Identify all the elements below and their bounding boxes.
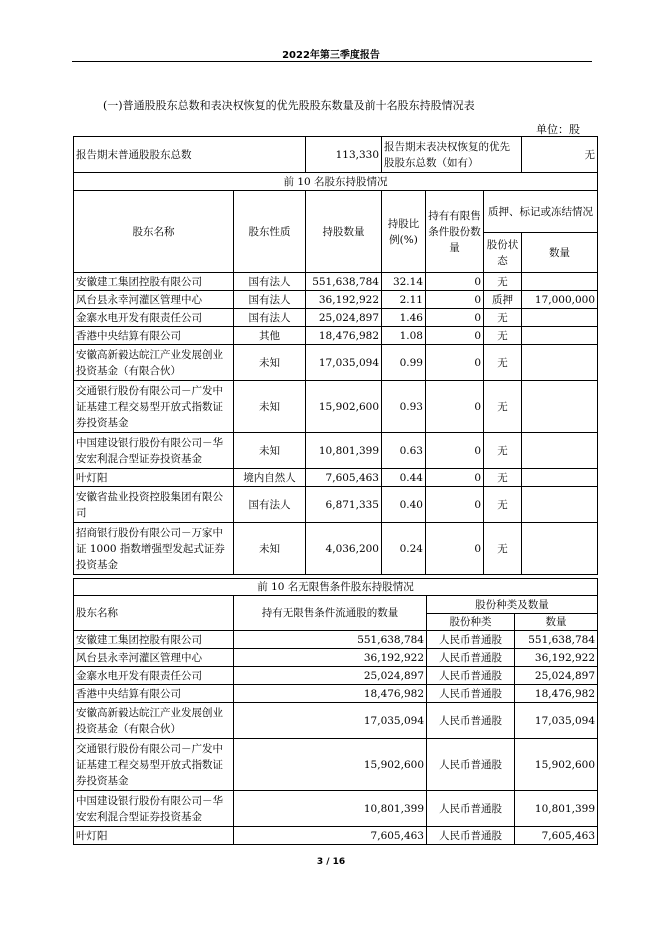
row-qty <box>522 469 598 487</box>
row-nature: 境内自然人 <box>234 469 306 487</box>
row-share-num: 18,476,982 <box>515 685 598 703</box>
row-name: 安徽建工集团控股有限公司 <box>74 631 234 649</box>
header-row <box>74 191 598 233</box>
row-name: 香港中央结算有限公司 <box>74 327 234 345</box>
row-unrestricted-qty: 10,801,399 <box>234 791 427 827</box>
row-qty <box>522 487 598 523</box>
row-name: 风台县永幸河灌区管理中心 <box>74 649 234 667</box>
row-nature: 未知 <box>234 433 306 469</box>
row-ratio: 0.93 <box>382 381 426 433</box>
row-shares: 6,871,335 <box>306 487 382 523</box>
row-nature: 国有法人 <box>234 273 306 291</box>
row-name: 安徽建工集团控股有限公司 <box>74 273 234 291</box>
row-nature: 其他 <box>234 327 306 345</box>
row-restricted: 0 <box>426 345 484 381</box>
row-ratio: 0.24 <box>382 523 426 575</box>
table-row <box>74 345 598 381</box>
row-status: 无 <box>484 309 522 327</box>
col-header-pledge-status: 股份状态 <box>484 233 522 273</box>
section-title: (一)普通股股东总数和表决权恢复的优先股股东数量及前十名股东持股情况表 <box>103 99 475 112</box>
row-name: 中国建设银行股份有限公司－华安宏利混合型证券投资基金 <box>74 433 234 469</box>
row-share-type: 人民币普通股 <box>427 631 515 649</box>
row-share-type: 人民币普通股 <box>427 791 515 827</box>
row-ratio: 0.44 <box>382 469 426 487</box>
table-row <box>74 667 598 685</box>
row-qty <box>522 309 598 327</box>
col-header-share-num: 数量 <box>515 614 598 631</box>
row-nature: 国有法人 <box>234 487 306 523</box>
table-row <box>74 433 598 469</box>
table-row <box>74 327 598 345</box>
summary-value-1: 113,330 <box>306 137 382 173</box>
row-status: 质押 <box>484 291 522 309</box>
row-status: 无 <box>484 345 522 381</box>
row-restricted: 0 <box>426 487 484 523</box>
table-row <box>74 685 598 703</box>
row-ratio: 0.40 <box>382 487 426 523</box>
row-qty <box>522 273 598 291</box>
table-row <box>74 703 598 739</box>
table-row <box>74 523 598 575</box>
row-status: 无 <box>484 327 522 345</box>
row-ratio: 2.11 <box>382 291 426 309</box>
header-row <box>74 596 598 614</box>
row-shares: 25,024,897 <box>306 309 382 327</box>
row-name: 交通银行股份有限公司－广发中证基建工程交易型开放式指数证券投资基金 <box>74 381 234 433</box>
table-row <box>74 273 598 291</box>
row-qty <box>522 523 598 575</box>
row-share-type: 人民币普通股 <box>427 649 515 667</box>
row-nature: 国有法人 <box>234 309 306 327</box>
summary-row <box>74 137 598 173</box>
col-header-unrestricted-qty: 持有无限售条件流通股的数量 <box>234 596 427 631</box>
row-share-type: 人民币普通股 <box>427 827 515 845</box>
row-restricted: 0 <box>426 469 484 487</box>
col-header-nature: 股东性质 <box>234 191 306 273</box>
row-share-num: 17,035,094 <box>515 703 598 739</box>
unit-label: 单位：股 <box>536 123 580 136</box>
row-shares: 10,801,399 <box>306 433 382 469</box>
row-restricted: 0 <box>426 523 484 575</box>
top10-shareholders-table <box>73 136 598 575</box>
table-row <box>74 791 598 827</box>
row-qty <box>522 381 598 433</box>
col-header-name: 股东名称 <box>74 596 234 631</box>
row-name: 安徽高新毅达皖江产业发展创业投资基金（有限合伙） <box>74 703 234 739</box>
row-restricted: 0 <box>426 381 484 433</box>
row-status: 无 <box>484 487 522 523</box>
row-qty: 17,000,000 <box>522 291 598 309</box>
row-unrestricted-qty: 18,476,982 <box>234 685 427 703</box>
row-restricted: 0 <box>426 433 484 469</box>
row-status: 无 <box>484 273 522 291</box>
row-share-num: 36,192,922 <box>515 649 598 667</box>
row-unrestricted-qty: 551,638,784 <box>234 631 427 649</box>
row-ratio: 32.14 <box>382 273 426 291</box>
row-unrestricted-qty: 15,902,600 <box>234 739 427 791</box>
row-name: 叶灯阳 <box>74 469 234 487</box>
row-restricted: 0 <box>426 291 484 309</box>
row-name: 风台县永幸河灌区管理中心 <box>74 291 234 309</box>
row-shares: 36,192,922 <box>306 291 382 309</box>
row-ratio: 0.99 <box>382 345 426 381</box>
row-ratio: 0.63 <box>382 433 426 469</box>
table-row <box>74 649 598 667</box>
row-name: 金寨水电开发有限责任公司 <box>74 309 234 327</box>
table-row <box>74 487 598 523</box>
col-header-pledge-qty: 数量 <box>522 233 598 273</box>
row-share-num: 10,801,399 <box>515 791 598 827</box>
row-status: 无 <box>484 523 522 575</box>
col-header-share-type: 股份种类 <box>427 614 515 631</box>
row-name: 叶灯阳 <box>74 827 234 845</box>
row-unrestricted-qty: 25,024,897 <box>234 667 427 685</box>
row-name: 交通银行股份有限公司－广发中证基建工程交易型开放式指数证券投资基金 <box>74 739 234 791</box>
row-share-num: 551,638,784 <box>515 631 598 649</box>
row-nature: 国有法人 <box>234 291 306 309</box>
row-name: 安徽省盐业投资控股集团有限公司 <box>74 487 234 523</box>
summary-label-1: 报告期末普通股股东总数 <box>74 137 306 173</box>
row-status: 无 <box>484 381 522 433</box>
table-row <box>74 739 598 791</box>
row-share-num: 15,902,600 <box>515 739 598 791</box>
unrestricted-title: 前 10 名无限售条件股东持股情况 <box>74 579 598 596</box>
row-shares: 18,476,982 <box>306 327 382 345</box>
row-share-num: 7,605,463 <box>515 827 598 845</box>
row-name: 安徽高新毅达皖江产业发展创业投资基金（有限合伙） <box>74 345 234 381</box>
row-ratio: 1.46 <box>382 309 426 327</box>
table-row <box>74 469 598 487</box>
row-ratio: 1.08 <box>382 327 426 345</box>
col-header-ratio: 持股比例(%) <box>382 191 426 273</box>
row-status: 无 <box>484 469 522 487</box>
row-share-type: 人民币普通股 <box>427 685 515 703</box>
table-row <box>74 827 598 845</box>
row-restricted: 0 <box>426 309 484 327</box>
row-share-num: 25,024,897 <box>515 667 598 685</box>
row-unrestricted-qty: 36,192,922 <box>234 649 427 667</box>
row-name: 招商银行股份有限公司－万家中证 1000 指数增强型发起式证券投资基金 <box>74 523 234 575</box>
col-header-share-group: 股份种类及数量 <box>427 596 598 614</box>
row-shares: 551,638,784 <box>306 273 382 291</box>
unrestricted-shareholders-table <box>73 578 598 845</box>
page-header: 2022年第三季度报告 <box>282 50 380 61</box>
header-divider <box>72 61 592 62</box>
row-restricted: 0 <box>426 327 484 345</box>
row-nature: 未知 <box>234 345 306 381</box>
row-qty <box>522 327 598 345</box>
row-unrestricted-qty: 7,605,463 <box>234 827 427 845</box>
col-header-shares: 持股数量 <box>306 191 382 273</box>
col-header-name: 股东名称 <box>74 191 234 273</box>
row-name: 香港中央结算有限公司 <box>74 685 234 703</box>
row-share-type: 人民币普通股 <box>427 703 515 739</box>
col-header-restricted: 持有有限售条件股份数量 <box>426 191 484 273</box>
page-number: 3 / 16 <box>316 857 346 867</box>
row-shares: 15,902,600 <box>306 381 382 433</box>
row-nature: 未知 <box>234 381 306 433</box>
row-shares: 17,035,094 <box>306 345 382 381</box>
row-unrestricted-qty: 17,035,094 <box>234 703 427 739</box>
table-row <box>74 381 598 433</box>
section-title-row <box>74 579 598 596</box>
row-share-type: 人民币普通股 <box>427 739 515 791</box>
summary-label-2: 报告期末表决权恢复的优先股股东总数（如有） <box>382 137 522 173</box>
row-share-type: 人民币普通股 <box>427 667 515 685</box>
row-name: 金寨水电开发有限责任公司 <box>74 667 234 685</box>
row-qty <box>522 345 598 381</box>
summary-value-2: 无 <box>522 137 598 173</box>
top10-title: 前 10 名股东持股情况 <box>74 173 598 191</box>
row-name: 中国建设银行股份有限公司－华安宏利混合型证券投资基金 <box>74 791 234 827</box>
row-qty <box>522 433 598 469</box>
table-row <box>74 291 598 309</box>
row-shares: 4,036,200 <box>306 523 382 575</box>
row-restricted: 0 <box>426 273 484 291</box>
table-row <box>74 309 598 327</box>
row-shares: 7,605,463 <box>306 469 382 487</box>
section-title-row <box>74 173 598 191</box>
row-nature: 未知 <box>234 523 306 575</box>
table-row <box>74 631 598 649</box>
row-status: 无 <box>484 433 522 469</box>
col-header-pledge-group: 质押、标记或冻结情况 <box>484 191 598 233</box>
